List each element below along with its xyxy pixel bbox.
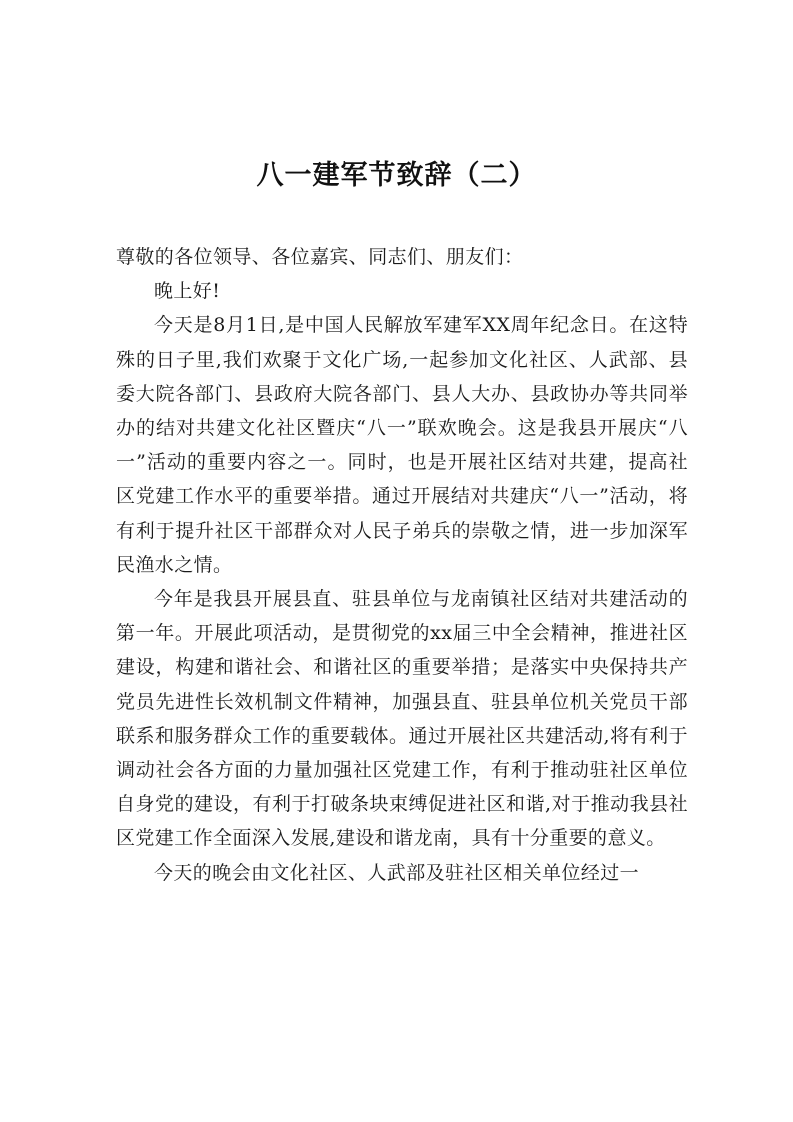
page-title: 八一建军节致辞（二） (256, 160, 537, 191)
paragraph-2: 今年是我县开展县直、驻县单位与龙南镇社区结对共建活动的第一年。开展此项活动，是贯彻党的xx届三中全会精神，推进社区建设，构建和谐社会、和谐社区的重要举措；是落实中央保持共产党员先进性长效机制文件精神，加强县直、驻县单位机关党员干部联系和服务群众工作的重要载体。通过开展社区共建活动,将有利于调动社会各方面的力量加强社区党建工作，有利于推动驻社区单位自身党的建设，有利于打破条块束缚促进社区和谐,对于推动我县社区党建工作全面深入发展,建设和谐龙南，具有十分重要的意义。 (116, 588, 688, 850)
paragraph-greeting: 晚上好! (154, 280, 221, 303)
paragraph-3: 今天的晚会由文化社区、人武部及驻社区相关单位经过一 (154, 861, 640, 884)
document-body (116, 240, 688, 890)
salutation-line: 尊敬的各位领导、各位嘉宾、同志们、朋友们： (116, 246, 524, 268)
paragraph-1: 今天是8月1日,是中国人民解放军建军XX周年纪念日。在这特殊的日子里,我们欢聚于文化广场,一起参加文化社区、人武部、县委大院各部门、县政府大院各部门、县人大办、县政协办等共同举办的结对共建文化社区暨庆“八一”联欢晚会。这是我县开展庆“八一”活动的重要内容之一。同时，也是开展社区结对共建，提高社区党建工作水平的重要举措。通过开展结对共建庆“八一”活动，将有利于提升社区干部群众对人民子弟兵的崇敬之情，进一步加深军民渔水之情。 (116, 314, 688, 576)
